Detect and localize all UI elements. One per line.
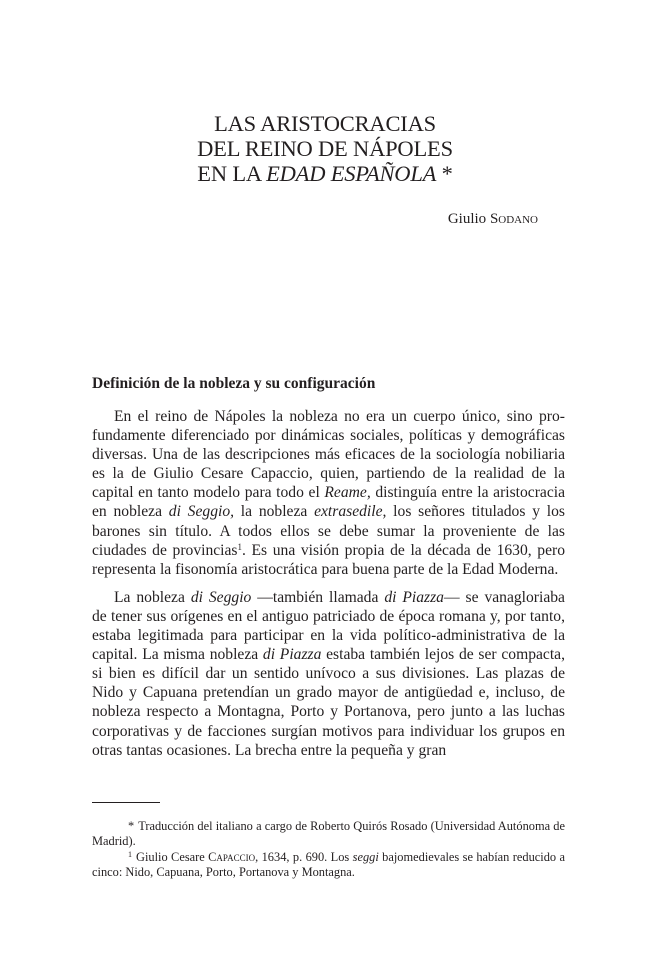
footnote-1-author: Giulio Cesare [136, 849, 209, 864]
footnote-star [92, 819, 565, 850]
p2-text-3: — se vanagloriaba de tener sus orígenes en el antiguo patriciado de época romana y, por tanto, estaba legitimada para participar en la vida político-administrativa de la capital. La misma nobleza [92, 588, 565, 664]
article-title [0, 111, 650, 186]
p2-italic-di-piazza: di Piazza [384, 588, 444, 606]
paragraph-2 [92, 588, 565, 760]
author-last-name: Sodano [489, 211, 538, 227]
footnotes [92, 819, 565, 881]
p1-text-1: En el reino de Nápoles la nobleza no era un cuerpo único, sino profundamente diferenciado por dinámicas sociales, políticas y demográficas diversas. Una de las descripciones más eficaces de la sociología nobiliaria es la de Giulio Cesare Capaccio, quien, partiendo de la realidad de la capital en tanto modelo para todo el [92, 408, 565, 502]
paragraph-1 [92, 407, 565, 579]
p1-italic-reame: Reame, [324, 484, 371, 502]
p1-text-4: los señores titulados y los barones sin título. A todos ellos se debe sumar la proveniente de las ciudades de provincias [92, 503, 565, 559]
title-line-3-prefix: EN LA [197, 161, 267, 186]
p2-text-1: La nobleza [114, 588, 191, 606]
section-heading: Definición de la nobleza y su configuración [92, 375, 376, 392]
footnote-separator [92, 802, 160, 803]
body-text [92, 407, 565, 769]
footnote-1-text-1: , 1634, p. 690. Los [255, 849, 353, 864]
footnote-reference-1[interactable]: 1 [237, 541, 242, 552]
p2-italic-di-seggio: di Seggio [190, 588, 252, 606]
p2-text-2: —también llamada [251, 588, 385, 606]
footnote-1-italic-seggi: seggi [352, 849, 379, 864]
footnote-1: $^1$ Giulio Cesare Capaccio, 1634, p. 690. Los seggi bajomedievales se habían reducido a cinco: Nido, Capuana, Porto, Portanova y Montagna. [92, 849, 565, 880]
p1-italic-extrasedile: extrasedile, [314, 503, 387, 521]
title-line-3-italic: EDAD ESPAÑOLA [266, 161, 437, 186]
p1-text-3: la nobleza [234, 503, 315, 521]
p1-text-2: distinguía entre la aristocracia en nobleza [92, 484, 566, 521]
footnote-star-mark: * [128, 819, 135, 833]
title-line-1: LAS ARISTOCRACIAS [214, 111, 436, 136]
p2-italic-di-piazza-2: di Piazza [262, 646, 322, 664]
p1-text-5: . Es una visión propia de la década de 1630, pero representa la fisonomía aristocrática para buena parte de la Edad Moderna. [92, 541, 566, 578]
footnote-star-text: Traducción del italiano a cargo de Roberto Quirós Rosado (Universidad Autónoma de Madrid). [92, 819, 565, 849]
author-first-name: Giulio [447, 211, 490, 227]
p1-italic-di-seggio: di Seggio, [168, 503, 235, 521]
author-name [448, 210, 538, 228]
footnote-1-text-2: bajomedievales se habían reducido a cinco: Nido, Capuana, Porto, Portanova y Montagna. [92, 849, 565, 880]
title-line-2: DEL REINO DE NÁPOLES [197, 136, 453, 161]
p2-text-4: estaba también lejos de ser compacta, si bien es difícil dar un sentido unívoco a sus divisiones. Las plazas de Nido y Capuana pretendían un grado mayor de antigüedad e, incluso, de nobleza respecto a Montagna, Porto y Portanova, pero junto a las luchas corporativas y de facciones surgían motivos para individuar los grupos en otras tantas ocasiones. La brecha entre la pequeña y gran [92, 646, 565, 759]
title-footnote-mark: * [436, 161, 453, 186]
title-line-3 [0, 161, 650, 186]
footnote-1-author-surname: Capaccio [208, 849, 256, 864]
